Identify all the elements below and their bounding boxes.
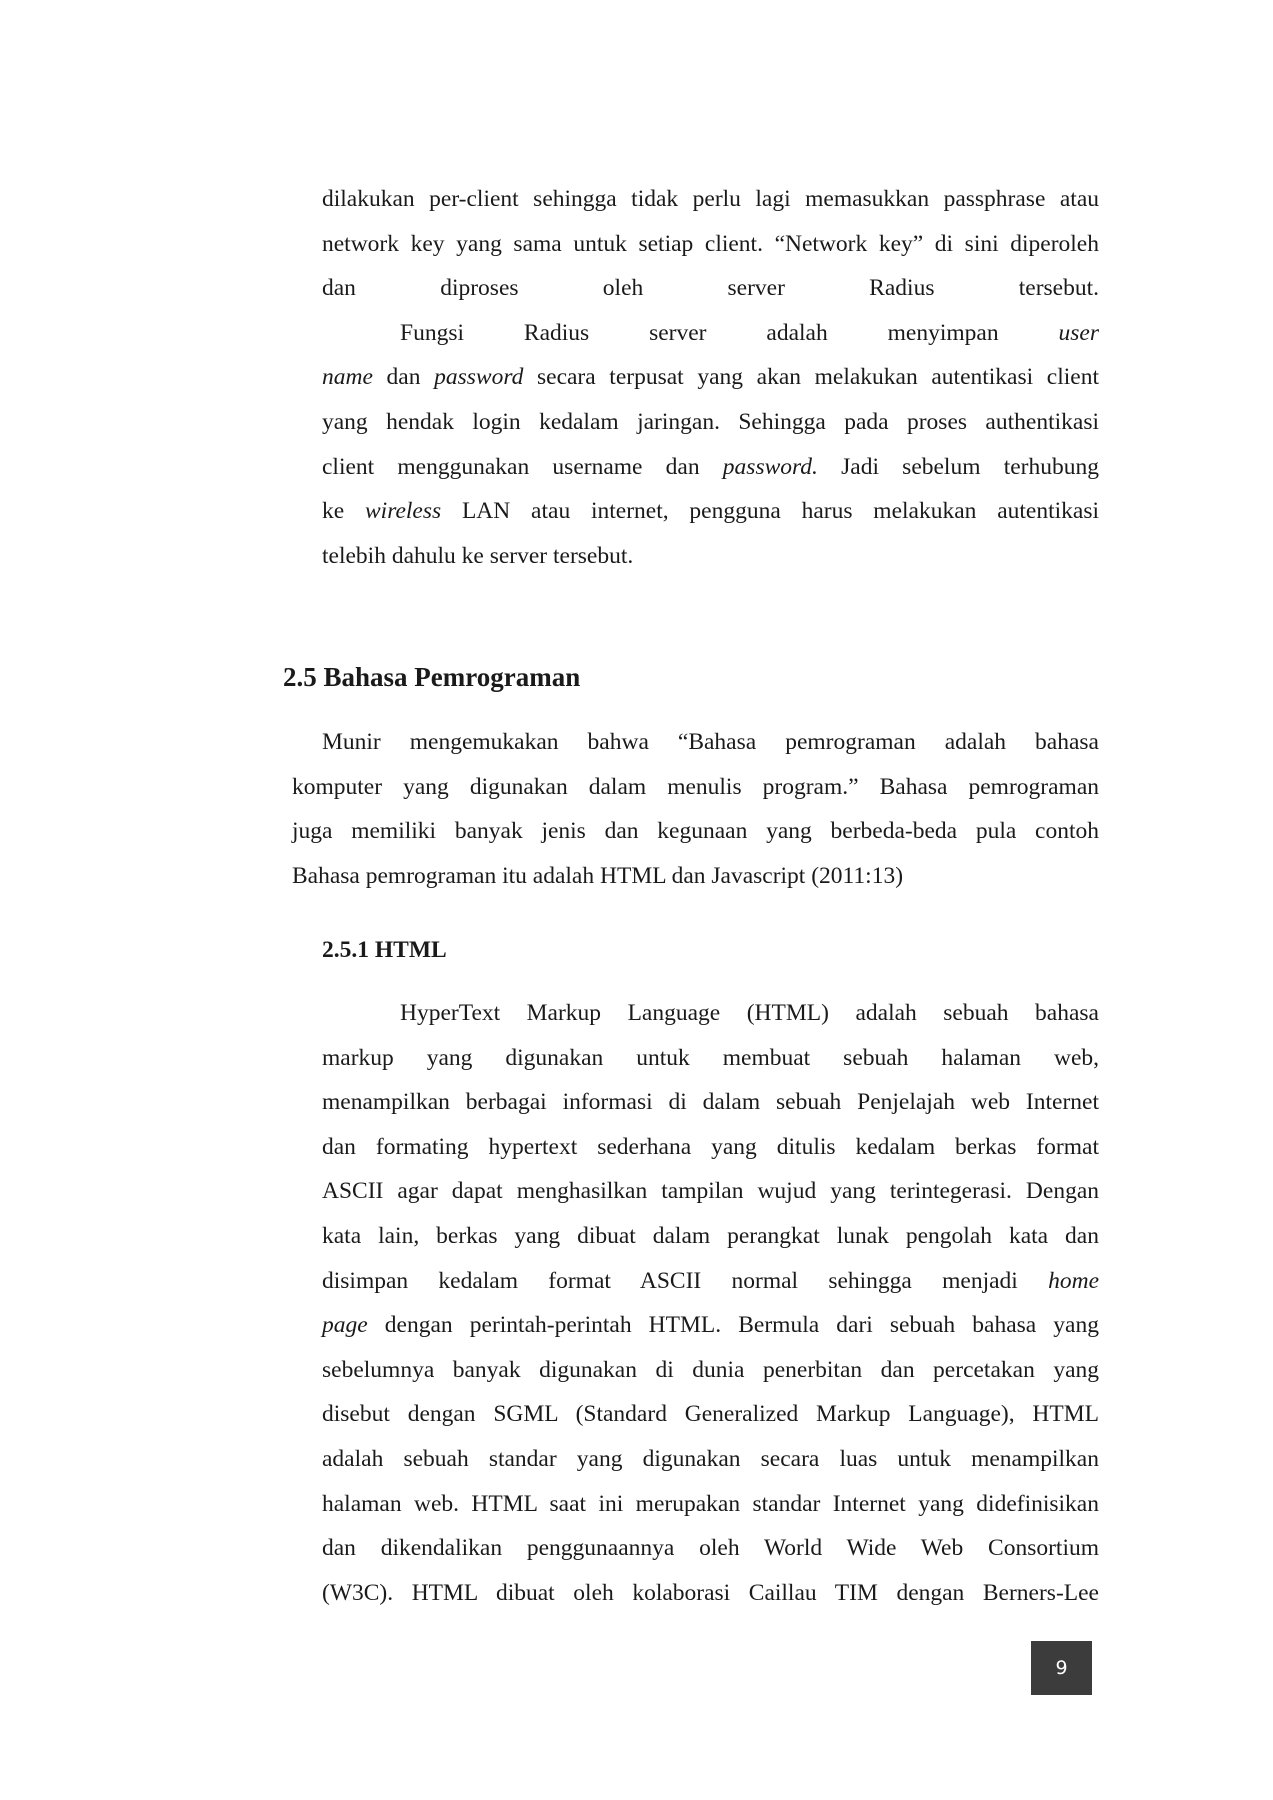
text-segment: ASCII agar dapat menghasilkan tampilan wujud yang terintegerasi. Dengan — [322, 1178, 1099, 1205]
text-line — [322, 1348, 1099, 1393]
text-line — [322, 1571, 1099, 1616]
text-line — [292, 809, 1099, 854]
text-line — [322, 355, 1099, 400]
bahasa-paragraph — [292, 720, 1099, 898]
italic-text: name — [322, 364, 373, 391]
italic-text: home — [1048, 1267, 1099, 1294]
text-segment: dan — [372, 364, 435, 391]
text-line — [322, 222, 1099, 267]
text-line — [322, 266, 1099, 311]
text-segment: telebih dahulu ke server tersebut. — [322, 542, 634, 569]
text-line — [322, 534, 1099, 579]
text-line — [322, 1214, 1099, 1259]
text-line — [322, 1437, 1099, 1482]
text-line — [292, 765, 1099, 810]
text-segment: dan formating hypertext sederhana yang ditulis kedalam berkas format — [322, 1133, 1099, 1160]
text-line — [322, 1259, 1099, 1304]
text-line — [322, 489, 1099, 534]
text-line — [322, 1125, 1099, 1170]
text-segment: Jadi sebelum terhubung — [817, 453, 1099, 480]
text-segment: ke — [322, 498, 365, 525]
text-segment: Bahasa pemrograman itu adalah HTML dan Javascript (2011:13) — [292, 862, 904, 889]
radius-paragraph — [322, 177, 1099, 578]
text-segment: adalah sebuah standar yang digunakan secara luas untuk menampilkan — [322, 1445, 1099, 1472]
text-segment: halaman web. HTML saat ini merupakan standar Internet yang didefinisikan — [322, 1490, 1099, 1517]
subsection-heading: 2.5.1 HTML — [322, 937, 447, 963]
text-line — [322, 1482, 1099, 1527]
text-line — [322, 1080, 1099, 1125]
text-line — [322, 1303, 1099, 1348]
text-line — [322, 1036, 1099, 1081]
text-line — [322, 991, 1099, 1036]
text-line — [322, 177, 1099, 222]
text-segment: Fungsi Radius server adalah menyimpan — [400, 319, 1059, 346]
italic-text: user — [1058, 319, 1099, 346]
text-segment: (W3C). HTML dibuat oleh kolaborasi Caillau TIM dengan Berners-Lee — [322, 1579, 1099, 1606]
text-segment: markup yang digunakan untuk membuat sebuah halaman web, — [322, 1044, 1099, 1071]
text-segment: menampilkan berbagai informasi di dalam sebuah Penjelajah web Internet — [322, 1089, 1099, 1116]
text-segment: disimpan kedalam format ASCII normal sehingga menjadi — [322, 1267, 1049, 1294]
text-segment: Munir mengemukakan bahwa “Bahasa pemrograman adalah bahasa — [322, 729, 1099, 755]
text-line — [292, 854, 1099, 899]
text-segment: HyperText Markup Language (HTML) adalah sebuah bahasa — [400, 1000, 1099, 1026]
text-segment: dan dikendalikan penggunaannya oleh World Wide Web Consortium — [322, 1535, 1099, 1562]
text-segment: disebut dengan SGML (Standard Generalized Markup Language), HTML — [322, 1401, 1099, 1428]
text-line — [322, 311, 1099, 356]
text-segment: secara terpusat yang akan melakukan autentikasi client — [523, 364, 1099, 391]
italic-text: page — [322, 1312, 368, 1339]
text-line — [322, 1169, 1099, 1214]
section-heading: 2.5 Bahasa Pemrograman — [283, 662, 581, 692]
italic-text: wireless — [364, 498, 442, 525]
text-segment: juga memiliki banyak jenis dan kegunaan yang berbeda-beda pula contoh — [292, 818, 1099, 845]
text-segment: sebelumnya banyak digunakan di dunia penerbitan dan percetakan yang — [322, 1356, 1099, 1383]
text-line — [292, 720, 1099, 765]
text-segment: dengan perintah-perintah HTML. Bermula dari sebuah bahasa yang — [367, 1312, 1099, 1339]
text-segment: kata lain, berkas yang dibuat dalam perangkat lunak pengolah kata dan — [322, 1222, 1099, 1249]
text-line — [322, 1526, 1099, 1571]
text-segment: dan diproses oleh server Radius tersebut. — [322, 275, 1099, 302]
text-line — [322, 445, 1099, 490]
text-line — [322, 1392, 1099, 1437]
page-number: 9 — [1031, 1641, 1092, 1695]
text-line — [322, 400, 1099, 445]
italic-text: password. — [722, 453, 818, 480]
text-segment: network key yang sama untuk setiap client. “Network key” di sini diperoleh — [322, 230, 1099, 257]
text-segment: client menggunakan username dan — [322, 453, 723, 480]
text-segment: komputer yang digunakan dalam menulis program.” Bahasa pemrograman — [292, 773, 1099, 800]
html-paragraph — [322, 991, 1099, 1615]
italic-text: password — [434, 364, 524, 391]
text-segment: dilakukan per-client sehingga tidak perlu lagi memasukkan passphrase atau — [322, 186, 1099, 212]
text-segment: LAN atau internet, pengguna harus melakukan autentikasi — [441, 498, 1099, 525]
text-segment: yang hendak login kedalam jaringan. Sehingga pada proses authentikasi — [322, 408, 1099, 435]
